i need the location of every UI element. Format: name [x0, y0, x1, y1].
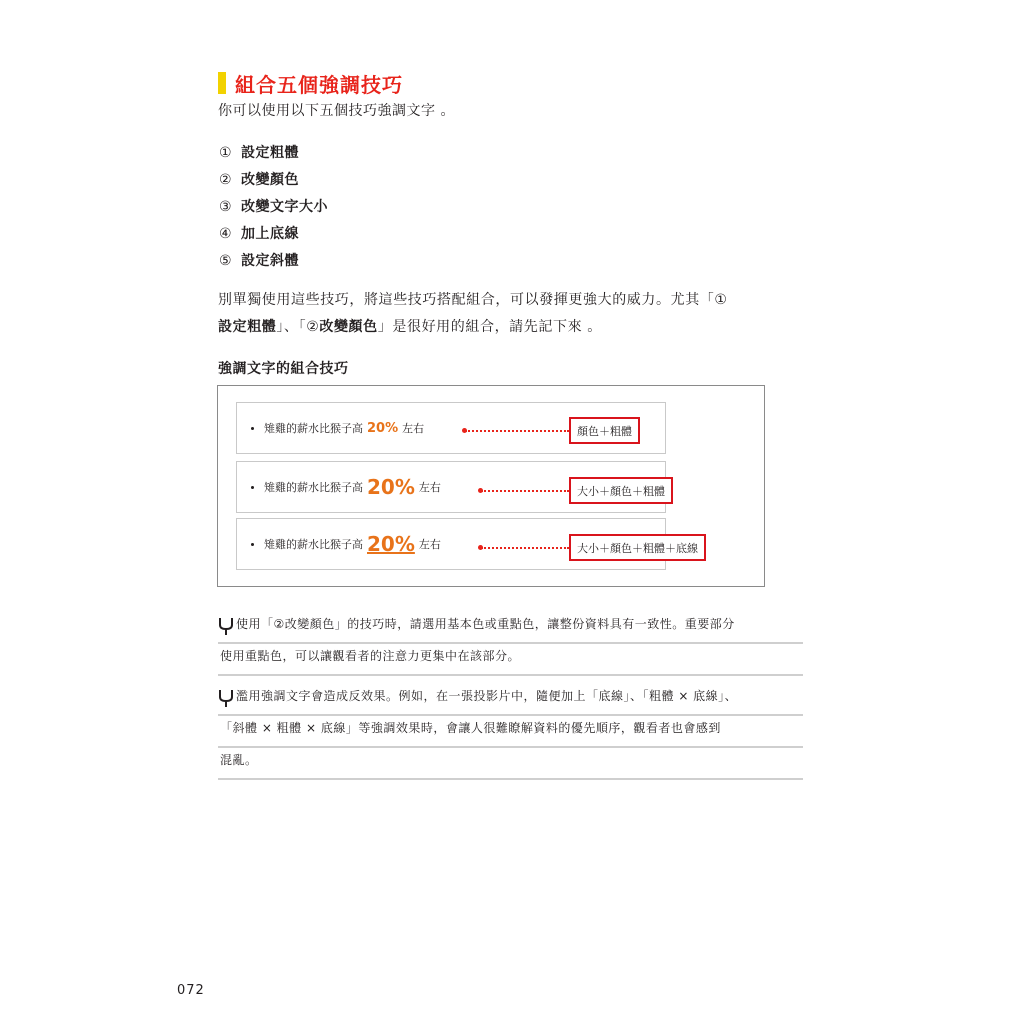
- example-row: 雉雞的薪水比猴子高 20% 左右 大小＋顏色＋粗體: [236, 461, 666, 513]
- list-item: ⑤ 設定斜體: [219, 253, 299, 269]
- note-line: 使用「②改變顏色」的技巧時，請選用基本色或重點色，讓整份資料具有一致性。重要部分: [218, 612, 803, 644]
- page-title: 組合五個強調技巧: [235, 72, 403, 97]
- technique-list: [219, 141, 328, 276]
- paragraph-line: 設定粗體」、「②改變顏色」是很好用的組合，請先記下來 。: [218, 319, 602, 335]
- note-line: 濫用強調文字會造成反效果。例如，在一張投影片中，隨便加上「底線」、「粗體 × 底線」、: [218, 684, 803, 716]
- emphasized-value: 20%: [367, 532, 415, 556]
- emphasized-value: 20%: [367, 420, 399, 436]
- paragraph-line: 別單獨使用這些技巧，將這些技巧搭配組合，可以發揮更強大的威力。尤其「①: [218, 292, 728, 308]
- list-item: ② 改變顏色: [219, 172, 299, 188]
- bullet-dot: [251, 486, 254, 489]
- technique-tag: 大小＋顏色＋粗體: [569, 477, 673, 504]
- heading-accent-bar: [218, 72, 226, 94]
- example-row: 雉雞的薪水比猴子高 20% 左右 顏色＋粗體: [236, 402, 666, 454]
- figure-title: 強調文字的組合技巧: [218, 361, 349, 377]
- tip-note: [218, 612, 803, 676]
- dotted-leader: [481, 547, 569, 549]
- dotted-leader: [481, 490, 569, 492]
- bullet-dot: [251, 543, 254, 546]
- body-paragraph: [218, 287, 808, 341]
- note-line: 使用重點色，可以讓觀看者的注意力更集中在該部分。: [218, 644, 803, 676]
- technique-tag: 顏色＋粗體: [569, 417, 640, 444]
- list-item: ④ 加上底線: [219, 226, 299, 242]
- note-line: 「斜體 × 粗體 × 底線」等強調效果時，會讓人很難瞭解資料的優先順序，觀看者也會感到: [218, 716, 803, 748]
- list-item: ③ 改變文字大小: [219, 199, 328, 215]
- section-heading: [218, 68, 403, 98]
- list-item: ① 設定粗體: [219, 145, 299, 161]
- emphasized-value: 20%: [367, 475, 415, 499]
- example-row: 雉雞的薪水比猴子高 20% 左右 大小＋顏色＋粗體＋底線: [236, 518, 666, 570]
- technique-tag: 大小＋顏色＋粗體＋底線: [569, 534, 706, 561]
- intro-text: 你可以使用以下五個技巧強調文字 。: [218, 103, 455, 119]
- note-line: 混亂。: [218, 748, 803, 780]
- dotted-leader: [465, 430, 569, 432]
- page-number: 072: [177, 983, 205, 998]
- tip-note: [218, 684, 803, 780]
- bullet-dot: [251, 427, 254, 430]
